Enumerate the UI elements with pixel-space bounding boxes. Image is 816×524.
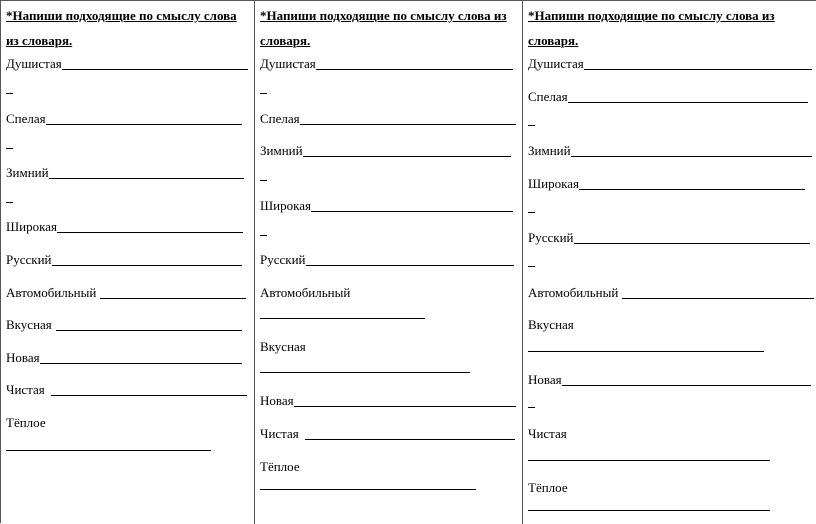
word-row [528, 317, 574, 333]
answer-blank-continuation[interactable] [6, 93, 13, 94]
word-label: Новая [6, 350, 40, 365]
answer-blank[interactable] [100, 286, 246, 299]
heading-line-2: из словаря. [6, 33, 73, 48]
word-label: Спелая [528, 89, 568, 104]
word-row [528, 89, 808, 105]
worksheet-column-1 [1, 1, 255, 524]
heading-line-2: словаря. [260, 33, 311, 48]
answer-blank-continuation[interactable] [260, 93, 267, 94]
word-row [6, 382, 247, 398]
answer-blank[interactable] [46, 112, 242, 125]
word-label: Зимний [6, 165, 49, 180]
answer-blank[interactable] [260, 318, 425, 319]
answer-blank[interactable] [622, 286, 814, 299]
answer-blank-continuation[interactable] [260, 235, 267, 236]
word-row [528, 143, 812, 159]
worksheet-column-3 [523, 1, 816, 524]
word-row [6, 317, 242, 333]
word-label: Вкусная [6, 317, 52, 332]
answer-blank[interactable] [579, 177, 805, 190]
word-label: Автомобильный [528, 285, 619, 300]
answer-blank[interactable] [49, 166, 244, 179]
word-row [260, 393, 516, 409]
answer-blank[interactable] [40, 351, 242, 364]
word-label: Душистая [260, 56, 316, 71]
word-label: Вкусная [528, 317, 574, 332]
word-row [528, 230, 810, 246]
word-label: Автомобильный [260, 285, 351, 300]
answer-blank[interactable] [305, 427, 515, 440]
word-label: Широкая [528, 176, 579, 191]
word-label: Зимний [528, 143, 571, 158]
word-label: Автомобильный [6, 285, 97, 300]
word-row [528, 480, 568, 496]
answer-blank[interactable] [562, 373, 811, 386]
answer-blank[interactable] [316, 57, 513, 70]
word-row [260, 459, 300, 475]
word-row [528, 56, 812, 72]
task-heading [528, 3, 775, 53]
heading-line-1: Напиши подходящие по смыслу слова из [534, 8, 775, 23]
answer-blank[interactable] [260, 489, 476, 490]
heading-star: * [260, 8, 267, 23]
answer-blank-continuation[interactable] [528, 407, 535, 408]
word-row [6, 111, 242, 127]
word-label: Чистая [6, 382, 45, 397]
heading-star: * [6, 8, 13, 23]
heading-star: * [528, 8, 535, 23]
answer-blank-continuation[interactable] [528, 212, 535, 213]
answer-blank[interactable] [294, 394, 516, 407]
answer-blank[interactable] [62, 57, 248, 70]
answer-blank-continuation[interactable] [6, 148, 13, 149]
word-row [6, 56, 248, 72]
word-row [6, 252, 242, 268]
word-row [528, 372, 811, 388]
word-row [6, 285, 246, 301]
word-row [260, 111, 516, 127]
word-label: Душистая [6, 56, 62, 71]
word-label: Широкая [260, 198, 311, 213]
word-row [528, 285, 814, 301]
word-label: Душистая [528, 56, 584, 71]
heading-line-1: Напиши подходящие по смыслу слова из [266, 8, 507, 23]
word-row [260, 56, 513, 72]
word-label: Зимний [260, 143, 303, 158]
answer-blank[interactable] [300, 112, 516, 125]
word-row [6, 350, 242, 366]
word-row [260, 285, 350, 301]
answer-blank[interactable] [303, 144, 511, 157]
answer-blank-continuation[interactable] [528, 125, 535, 126]
answer-blank[interactable] [528, 510, 770, 511]
word-label: Чистая [260, 426, 299, 441]
word-row [260, 252, 514, 268]
answer-blank[interactable] [528, 351, 764, 352]
answer-blank[interactable] [306, 253, 514, 266]
word-row [6, 219, 243, 235]
word-row [260, 339, 306, 355]
word-row [260, 426, 515, 442]
answer-blank[interactable] [584, 57, 812, 70]
word-label: Чистая [528, 426, 567, 441]
answer-blank[interactable] [528, 460, 770, 461]
answer-blank[interactable] [574, 231, 810, 244]
word-label: Вкусная [260, 339, 306, 354]
worksheet-column-2 [255, 1, 523, 524]
answer-blank-continuation[interactable] [260, 180, 267, 181]
word-label: Новая [260, 393, 294, 408]
answer-blank[interactable] [52, 253, 242, 266]
word-row [528, 426, 567, 442]
answer-blank[interactable] [311, 199, 513, 212]
word-label: Русский [6, 252, 52, 267]
answer-blank-continuation[interactable] [528, 266, 535, 267]
word-row [260, 198, 513, 214]
answer-blank[interactable] [571, 144, 812, 157]
answer-blank[interactable] [51, 383, 247, 396]
answer-blank[interactable] [260, 372, 470, 373]
heading-line-2: словаря. [528, 33, 579, 48]
word-label: Тёплое [528, 480, 568, 495]
word-label: Русский [528, 230, 574, 245]
word-label: Тёплое [260, 459, 300, 474]
word-label: Спелая [6, 111, 46, 126]
answer-blank[interactable] [568, 90, 808, 103]
word-row [260, 143, 511, 159]
answer-blank[interactable] [57, 220, 243, 233]
word-row [6, 415, 46, 431]
heading-line-1: Напиши подходящие по смыслу слова [12, 8, 237, 23]
task-heading [6, 3, 237, 53]
word-row [528, 176, 805, 192]
word-row [6, 165, 244, 181]
answer-blank[interactable] [56, 318, 242, 331]
word-label: Русский [260, 252, 306, 267]
word-label: Новая [528, 372, 562, 387]
task-heading [260, 3, 507, 53]
word-label: Спелая [260, 111, 300, 126]
answer-blank-continuation[interactable] [6, 202, 13, 203]
word-label: Тёплое [6, 415, 46, 430]
answer-blank[interactable] [6, 450, 211, 451]
word-label: Широкая [6, 219, 57, 234]
